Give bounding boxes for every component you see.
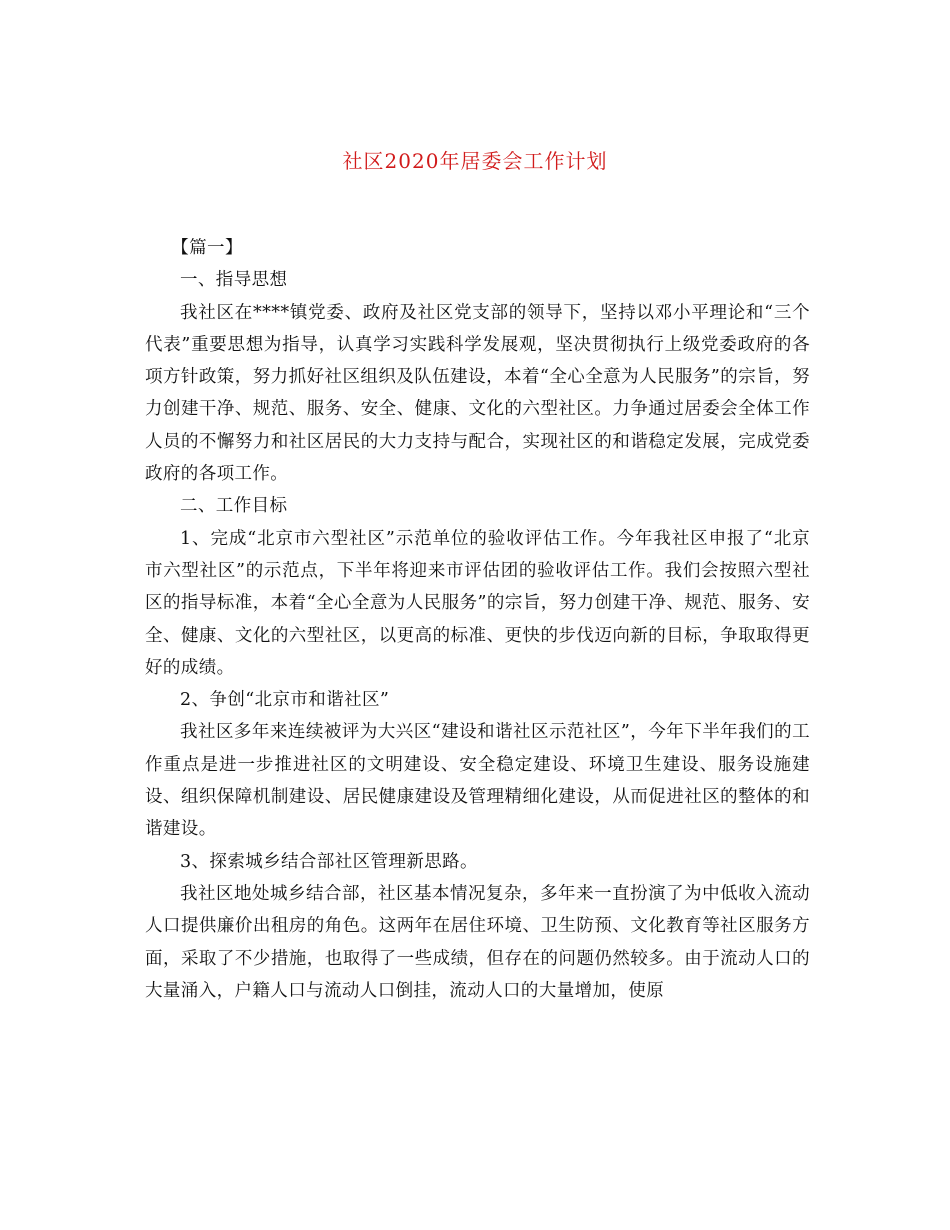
document-body — [145, 232, 810, 1007]
paragraph-5: 3、探索城乡结合部社区管理新思路。 — [180, 851, 478, 872]
heading-work-goals: 二、工作目标 — [180, 496, 288, 517]
paragraph-1: 我社区在****镇党委、政府及社区党支部的领导下，坚持以邓小平理论和“三个代表”重要思想为指导，认真学习实践科学发展观，坚决贯彻执行上级党委政府的各项方针政策，努力抓好社区组织及队伍建设，本着“全心全意为人民服务”的宗旨，努力创建干净、规范、服务、安全、健康、文化的六型社区。力争通过居委会全体工作人员的不懈努力和社区居民的大力支持与配合，实现社区的和谐稳定发展，完成党委政府的各项工作。 — [145, 302, 810, 485]
heading-guiding-ideology: 一、指导思想 — [180, 270, 288, 291]
paragraph-6: 我社区地处城乡结合部，社区基本情况复杂，多年来一直扮演了为中低收入流动人口提供廉价出租房的角色。这两年在居住环境、卫生防预、文化教育等社区服务方面，采取了不少措施，也取得了一些成绩，但存在的问题仍然较多。由于流动人口的大量涌入，户籍人口与流动人口倒挂，流动人口的大量增加，使原 — [145, 883, 810, 1001]
section-label: 【篇一】 — [171, 238, 243, 258]
document-title: 社区2020年居委会工作计划 — [342, 149, 608, 173]
paragraph-3: 2、争创“北京市和谐社区” — [180, 690, 390, 711]
paragraph-4: 我社区多年来连续被评为大兴区“建设和谐社区示范社区”，今年下半年我们的工作重点是进一步推进社区的文明建设、安全稳定建设、环境卫生建设、服务设施建设、组织保障机制建设、居民健康建设及管理精细化建设，从而促进社区的整体的和谐建设。 — [145, 722, 810, 840]
paragraph-2: 1、完成“北京市六型社区”示范单位的验收评估工作。今年我社区申报了“北京市六型社区”的示范点，下半年将迎来市评估团的验收评估工作。我们会按照六型社区的指导标准，本着“全心全意为人民服务”的宗旨，努力创建干净、规范、服务、安全、健康、文化的六型社区，以更高的标准、更快的步伐迈向新的目标，争取取得更好的成绩。 — [145, 528, 810, 678]
